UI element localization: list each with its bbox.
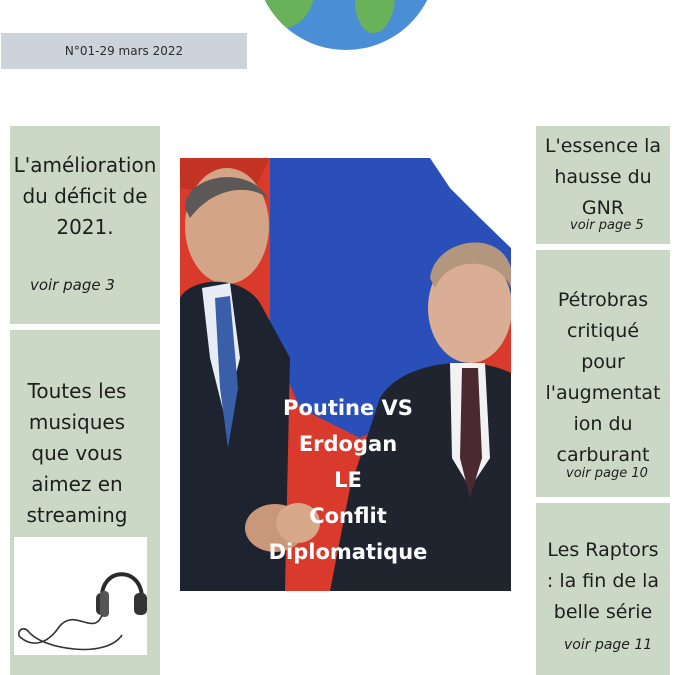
right-article-3-title: Les Raptors : la fin de la belle série xyxy=(546,539,660,623)
globe-landmass xyxy=(355,0,395,33)
left-article-1-panel[interactable] xyxy=(10,126,160,324)
headphones-icon xyxy=(14,537,147,655)
cover-headline[interactable]: Poutine VS Erdogan LE Conflit Diplomatique xyxy=(268,396,428,564)
globe-landmass xyxy=(255,0,315,28)
cover-photo[interactable] xyxy=(180,158,511,591)
left-divider xyxy=(10,324,138,327)
left-article-1-see-page[interactable]: voir page 3 xyxy=(30,276,115,294)
left-article-1-title: L'amélioration du déficit de 2021. xyxy=(13,153,157,239)
right-article-1-see-page[interactable]: voir page 5 xyxy=(570,218,644,233)
right-article-3-panel[interactable] xyxy=(536,503,670,675)
headphones-image xyxy=(14,537,147,655)
right-divider-1 xyxy=(536,244,670,247)
right-article-3-see-page[interactable]: voir page 11 xyxy=(564,637,653,653)
right-article-2-see-page[interactable]: voir page 10 xyxy=(566,466,648,481)
right-article-2-panel[interactable] xyxy=(536,250,670,497)
issue-number-date: N°01-29 mars 2022 xyxy=(1,33,247,69)
right-article-2-title: Pétrobras critiqué pour l'augmentat ion du carburant xyxy=(545,289,661,466)
right-article-1-title: L'essence la hausse du GNR xyxy=(544,135,662,219)
globe-icon xyxy=(255,0,437,50)
right-article-1-panel[interactable] xyxy=(536,126,670,244)
left-article-2-title: Toutes les musiques que vous aimez en streaming xyxy=(26,379,128,527)
